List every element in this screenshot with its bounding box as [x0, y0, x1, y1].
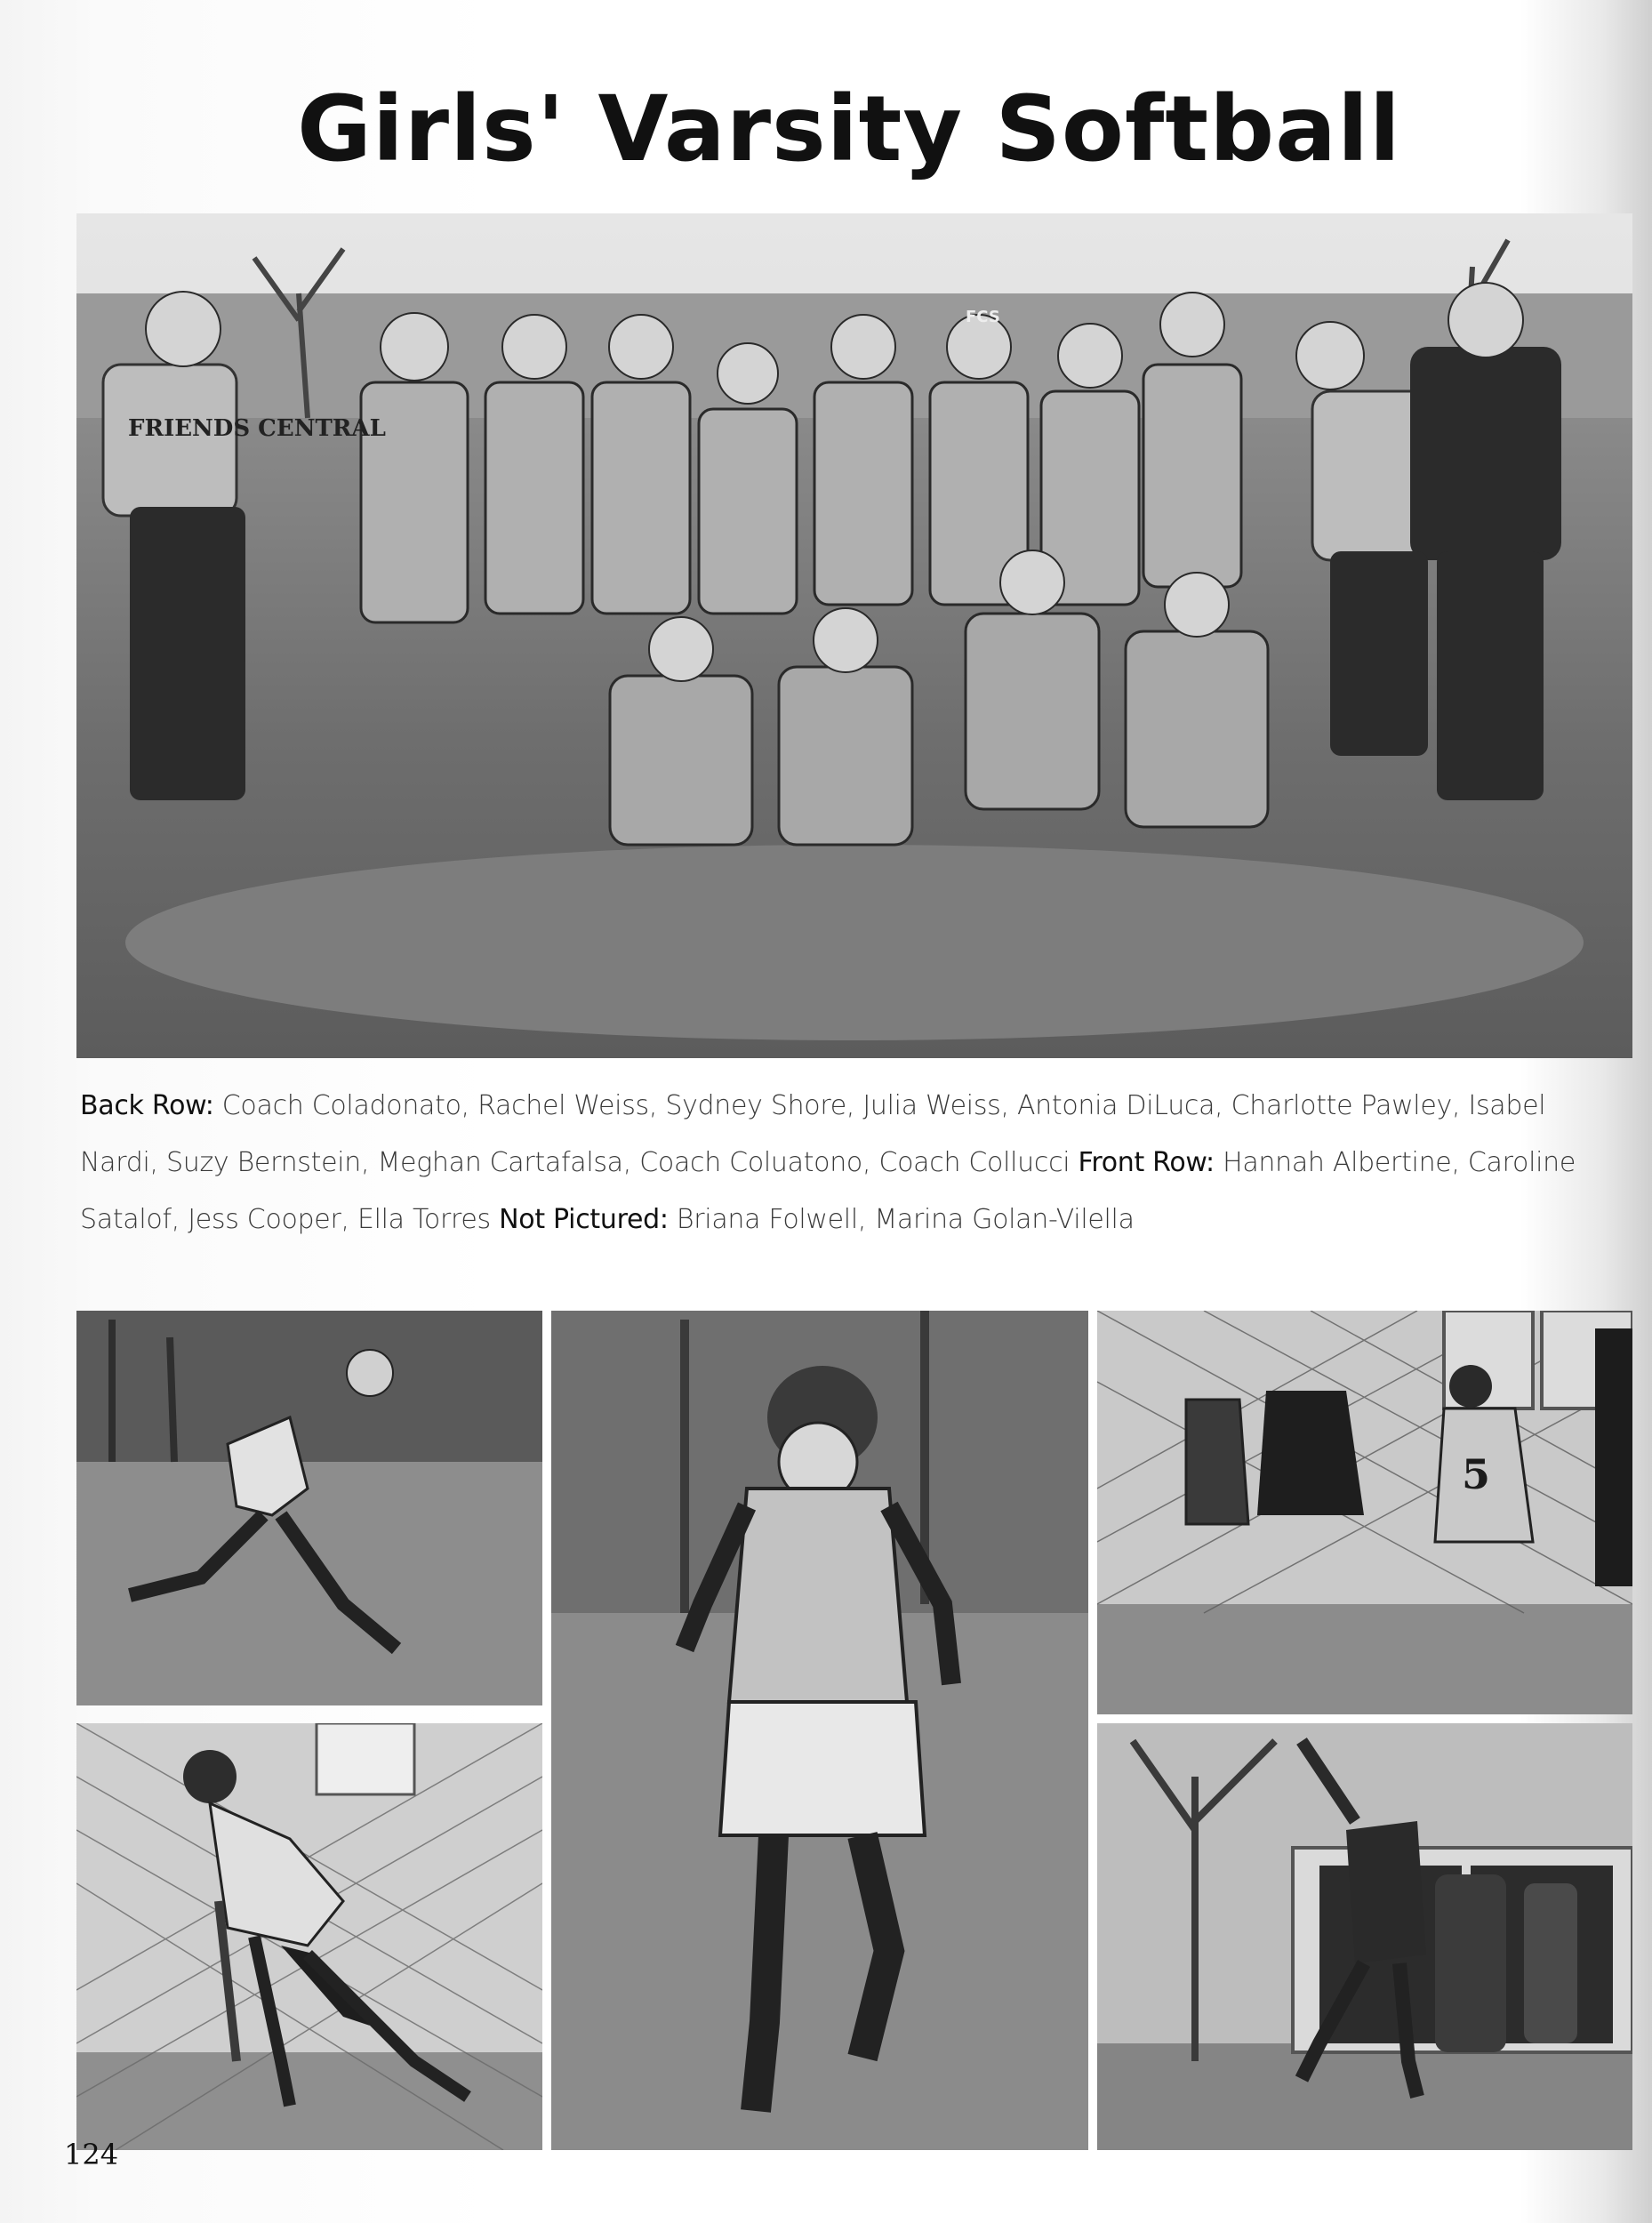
back-row-names: Coach Coladonato, Rachel Weiss, Sydney Shore, Julia Weiss, Antonia DiLuca, Charlotte Pawley, Isabel Nardi, Suzy Bernstein, Meghan Cartafalsa, Coach Coluatono, Coach Collucci: [80, 1090, 1546, 1178]
coach-shirt-lettering: FRIENDS CENTRAL: [128, 415, 386, 442]
back-row-label: Back Row:: [80, 1090, 214, 1121]
action-photo-fielder: [76, 1311, 542, 1705]
action-photo-pitcher: [1097, 1723, 1632, 2150]
not-pictured-label: Not Pictured:: [499, 1204, 669, 1235]
page-title: Girls' Varsity Softball: [297, 76, 1401, 182]
cap-lettering: FCS: [966, 308, 1000, 326]
front-row-names: Hannah Albertine, Caroline Satalof, Jess Cooper, Ella Torres: [80, 1147, 1576, 1235]
front-row-label: Front Row:: [1078, 1147, 1215, 1178]
runner-jersey-number: 5: [1462, 1450, 1491, 1498]
not-pictured-names: Briana Folwell, Marina Golan-Vilella: [676, 1204, 1135, 1235]
action-photo-runner: [551, 1311, 1088, 2150]
page-number: 124: [64, 2138, 119, 2171]
team-photo: [76, 213, 1632, 1058]
action-photo-plate: [1097, 1311, 1632, 1714]
action-photo-batter: [76, 1723, 542, 2150]
roster-caption: [80, 1078, 1618, 1248]
